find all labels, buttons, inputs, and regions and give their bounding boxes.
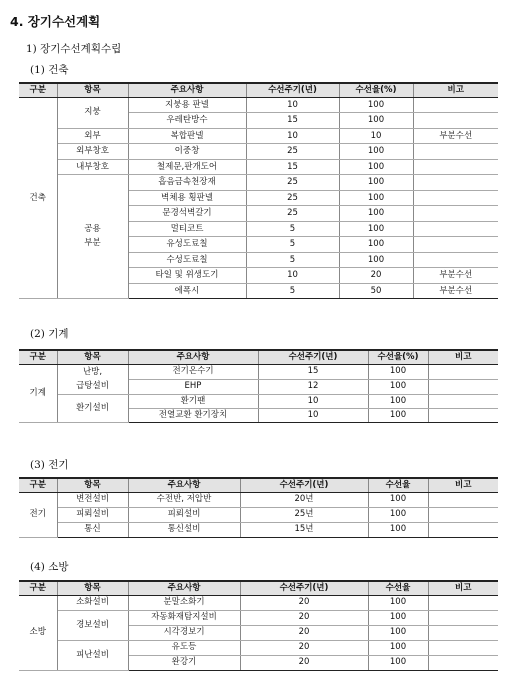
table-header	[19, 83, 498, 97]
item-cell: 수성도료칠	[128, 252, 246, 268]
section-subtitle: 1) 장기수선계획수립	[26, 43, 122, 55]
header-cell: 주요사항	[128, 83, 246, 97]
item-cell: 피뢰설비	[128, 507, 240, 522]
item-cell: 전기온수기	[128, 364, 258, 379]
rate-cell: 100	[368, 595, 428, 610]
category-cell: 경보설비	[57, 610, 128, 640]
category-cell: 외부창호	[57, 144, 128, 160]
item-cell: 우레탄방수	[128, 113, 246, 129]
rate-cell: 100	[368, 625, 428, 640]
header-cell: 구분	[19, 478, 57, 492]
note-cell	[413, 175, 498, 191]
cycle-cell: 25	[246, 190, 339, 206]
item-cell: 흡음금속천장재	[128, 175, 246, 191]
item-cell: 환기팬	[128, 394, 258, 408]
item-cell: 이중창	[128, 144, 246, 160]
table-header	[19, 478, 498, 492]
note-cell	[428, 522, 498, 537]
rate-cell: 100	[339, 237, 413, 253]
note-cell	[428, 507, 498, 522]
table-header	[19, 581, 498, 595]
cycle-cell: 20	[240, 595, 368, 610]
header-cell: 수선율	[368, 478, 428, 492]
cycle-cell: 5	[246, 221, 339, 237]
rate-cell: 100	[339, 97, 413, 113]
rate-cell: 100	[339, 190, 413, 206]
cycle-cell: 5	[246, 252, 339, 268]
table-row	[19, 610, 498, 625]
item-cell: 시각경보기	[128, 625, 240, 640]
header-cell: 수선율	[368, 581, 428, 595]
header-cell: 구분	[19, 350, 57, 364]
group-cell: 건축	[19, 97, 57, 299]
rate-cell: 100	[368, 492, 428, 507]
building-section-title: (1) 건축	[30, 64, 69, 76]
header-cell: 주요사항	[128, 478, 240, 492]
note-cell	[413, 237, 498, 253]
header-cell: 비고	[428, 350, 498, 364]
rate-cell: 100	[339, 144, 413, 160]
category-cell: 피뢰설비	[57, 507, 128, 522]
category-cell: 공용 부분	[57, 175, 128, 299]
cycle-cell: 15	[258, 364, 368, 379]
item-cell: 전열교환 환기장치	[128, 408, 258, 422]
table-row	[19, 394, 498, 408]
note-cell	[413, 252, 498, 268]
note-cell	[428, 364, 498, 379]
item-cell: 완강기	[128, 655, 240, 670]
header-cell: 구분	[19, 581, 57, 595]
cycle-cell: 10	[258, 394, 368, 408]
rate-cell: 100	[368, 610, 428, 625]
category-cell: 외부	[57, 128, 128, 144]
cycle-cell: 20	[240, 610, 368, 625]
category-cell: 통신	[57, 522, 128, 537]
cycle-cell: 15	[246, 159, 339, 175]
cycle-cell: 10	[246, 97, 339, 113]
category-cell: 환기설비	[57, 394, 128, 422]
cycle-cell: 5	[246, 237, 339, 253]
item-cell: 문경석벽갈기	[128, 206, 246, 222]
header-cell: 수선주기(년)	[240, 581, 368, 595]
cycle-cell: 25년	[240, 507, 368, 522]
note-cell: 부분수선	[413, 128, 498, 144]
header-cell: 구분	[19, 83, 57, 97]
note-cell	[413, 206, 498, 222]
page-title: 4. 장기수선계획	[10, 14, 101, 29]
group-cell: 전기	[19, 492, 57, 537]
note-cell: 부분수선	[413, 283, 498, 299]
header-cell: 비고	[428, 581, 498, 595]
header-cell: 비고	[413, 83, 498, 97]
note-cell	[428, 655, 498, 670]
note-cell	[413, 144, 498, 160]
rate-cell: 10	[339, 128, 413, 144]
rate-cell: 100	[368, 640, 428, 655]
note-cell	[428, 625, 498, 640]
cycle-cell: 20년	[240, 492, 368, 507]
table-row	[19, 175, 498, 191]
cycle-cell: 15	[246, 113, 339, 129]
group-cell: 소방	[19, 595, 57, 670]
item-cell: 멀티코트	[128, 221, 246, 237]
note-cell: 부분수선	[413, 268, 498, 284]
fire-table	[19, 580, 498, 671]
note-cell	[428, 394, 498, 408]
building-table	[19, 82, 498, 299]
rate-cell: 100	[368, 408, 428, 422]
cycle-cell: 25	[246, 206, 339, 222]
fire-section-title: (4) 소방	[30, 561, 69, 573]
rate-cell: 50	[339, 283, 413, 299]
item-cell: 분말소화기	[128, 595, 240, 610]
note-cell	[428, 595, 498, 610]
item-cell: 복합판넬	[128, 128, 246, 144]
note-cell	[413, 113, 498, 129]
category-cell: 소화설비	[57, 595, 128, 610]
table-row	[19, 144, 498, 160]
cycle-cell: 5	[246, 283, 339, 299]
header-cell: 수선율(%)	[339, 83, 413, 97]
item-cell: 벽체용 횡판넬	[128, 190, 246, 206]
item-cell: 타일 및 위생도기	[128, 268, 246, 284]
mechanical-section-title: (2) 기계	[30, 328, 69, 340]
rate-cell: 100	[339, 175, 413, 191]
table-row	[19, 507, 498, 522]
note-cell	[413, 221, 498, 237]
category-cell: 난방, 급탕설비	[57, 364, 128, 394]
table-row	[19, 522, 498, 537]
table-row	[19, 640, 498, 655]
item-cell: 통신설비	[128, 522, 240, 537]
cycle-cell: 12	[258, 379, 368, 394]
header-cell: 항목	[57, 581, 128, 595]
category-cell: 피난설비	[57, 640, 128, 670]
item-cell: 수전반, 저압반	[128, 492, 240, 507]
header-cell: 비고	[428, 478, 498, 492]
header-cell: 주요사항	[128, 350, 258, 364]
item-cell: 유성도료칠	[128, 237, 246, 253]
table-row	[19, 595, 498, 610]
header-cell: 주요사항	[128, 581, 240, 595]
note-cell	[413, 97, 498, 113]
note-cell	[428, 610, 498, 625]
rate-cell: 100	[368, 507, 428, 522]
rate-cell: 100	[368, 394, 428, 408]
table-row	[19, 364, 498, 379]
rate-cell: 100	[368, 655, 428, 670]
cycle-cell: 15년	[240, 522, 368, 537]
rate-cell: 100	[339, 113, 413, 129]
rate-cell: 100	[368, 364, 428, 379]
item-cell: 유도등	[128, 640, 240, 655]
header-cell: 수선율(%)	[368, 350, 428, 364]
mechanical-table	[19, 349, 498, 423]
electrical-table	[19, 477, 498, 538]
note-cell	[413, 159, 498, 175]
cycle-cell: 25	[246, 144, 339, 160]
note-cell	[428, 379, 498, 394]
header-cell: 수선주기(년)	[246, 83, 339, 97]
cycle-cell: 10	[246, 268, 339, 284]
category-cell: 지붕	[57, 97, 128, 128]
rate-cell: 100	[339, 159, 413, 175]
cycle-cell: 10	[258, 408, 368, 422]
group-cell: 기계	[19, 364, 57, 422]
table-row	[19, 159, 498, 175]
category-cell: 내부창호	[57, 159, 128, 175]
header-cell: 수선주기(년)	[258, 350, 368, 364]
header-cell: 항목	[57, 478, 128, 492]
item-cell: 철제문,판개도어	[128, 159, 246, 175]
item-cell: 자동화재탐지설비	[128, 610, 240, 625]
table-row	[19, 97, 498, 113]
note-cell	[428, 408, 498, 422]
cycle-cell: 20	[240, 625, 368, 640]
note-cell	[428, 640, 498, 655]
rate-cell: 100	[339, 206, 413, 222]
cycle-cell: 20	[240, 655, 368, 670]
cycle-cell: 10	[246, 128, 339, 144]
table-row	[19, 128, 498, 144]
cycle-cell: 25	[246, 175, 339, 191]
table-header	[19, 350, 498, 364]
rate-cell: 20	[339, 268, 413, 284]
cycle-cell: 20	[240, 640, 368, 655]
rate-cell: 100	[339, 252, 413, 268]
rate-cell: 100	[368, 379, 428, 394]
note-cell	[413, 190, 498, 206]
note-cell	[428, 492, 498, 507]
header-cell: 항목	[57, 83, 128, 97]
category-cell: 변전설비	[57, 492, 128, 507]
header-cell: 항목	[57, 350, 128, 364]
electrical-section-title: (3) 전기	[30, 459, 69, 471]
item-cell: 에폭시	[128, 283, 246, 299]
item-cell: 지붕용 판넬	[128, 97, 246, 113]
rate-cell: 100	[339, 221, 413, 237]
header-cell: 수선주기(년)	[240, 478, 368, 492]
rate-cell: 100	[368, 522, 428, 537]
item-cell: EHP	[128, 379, 258, 394]
table-row	[19, 492, 498, 507]
